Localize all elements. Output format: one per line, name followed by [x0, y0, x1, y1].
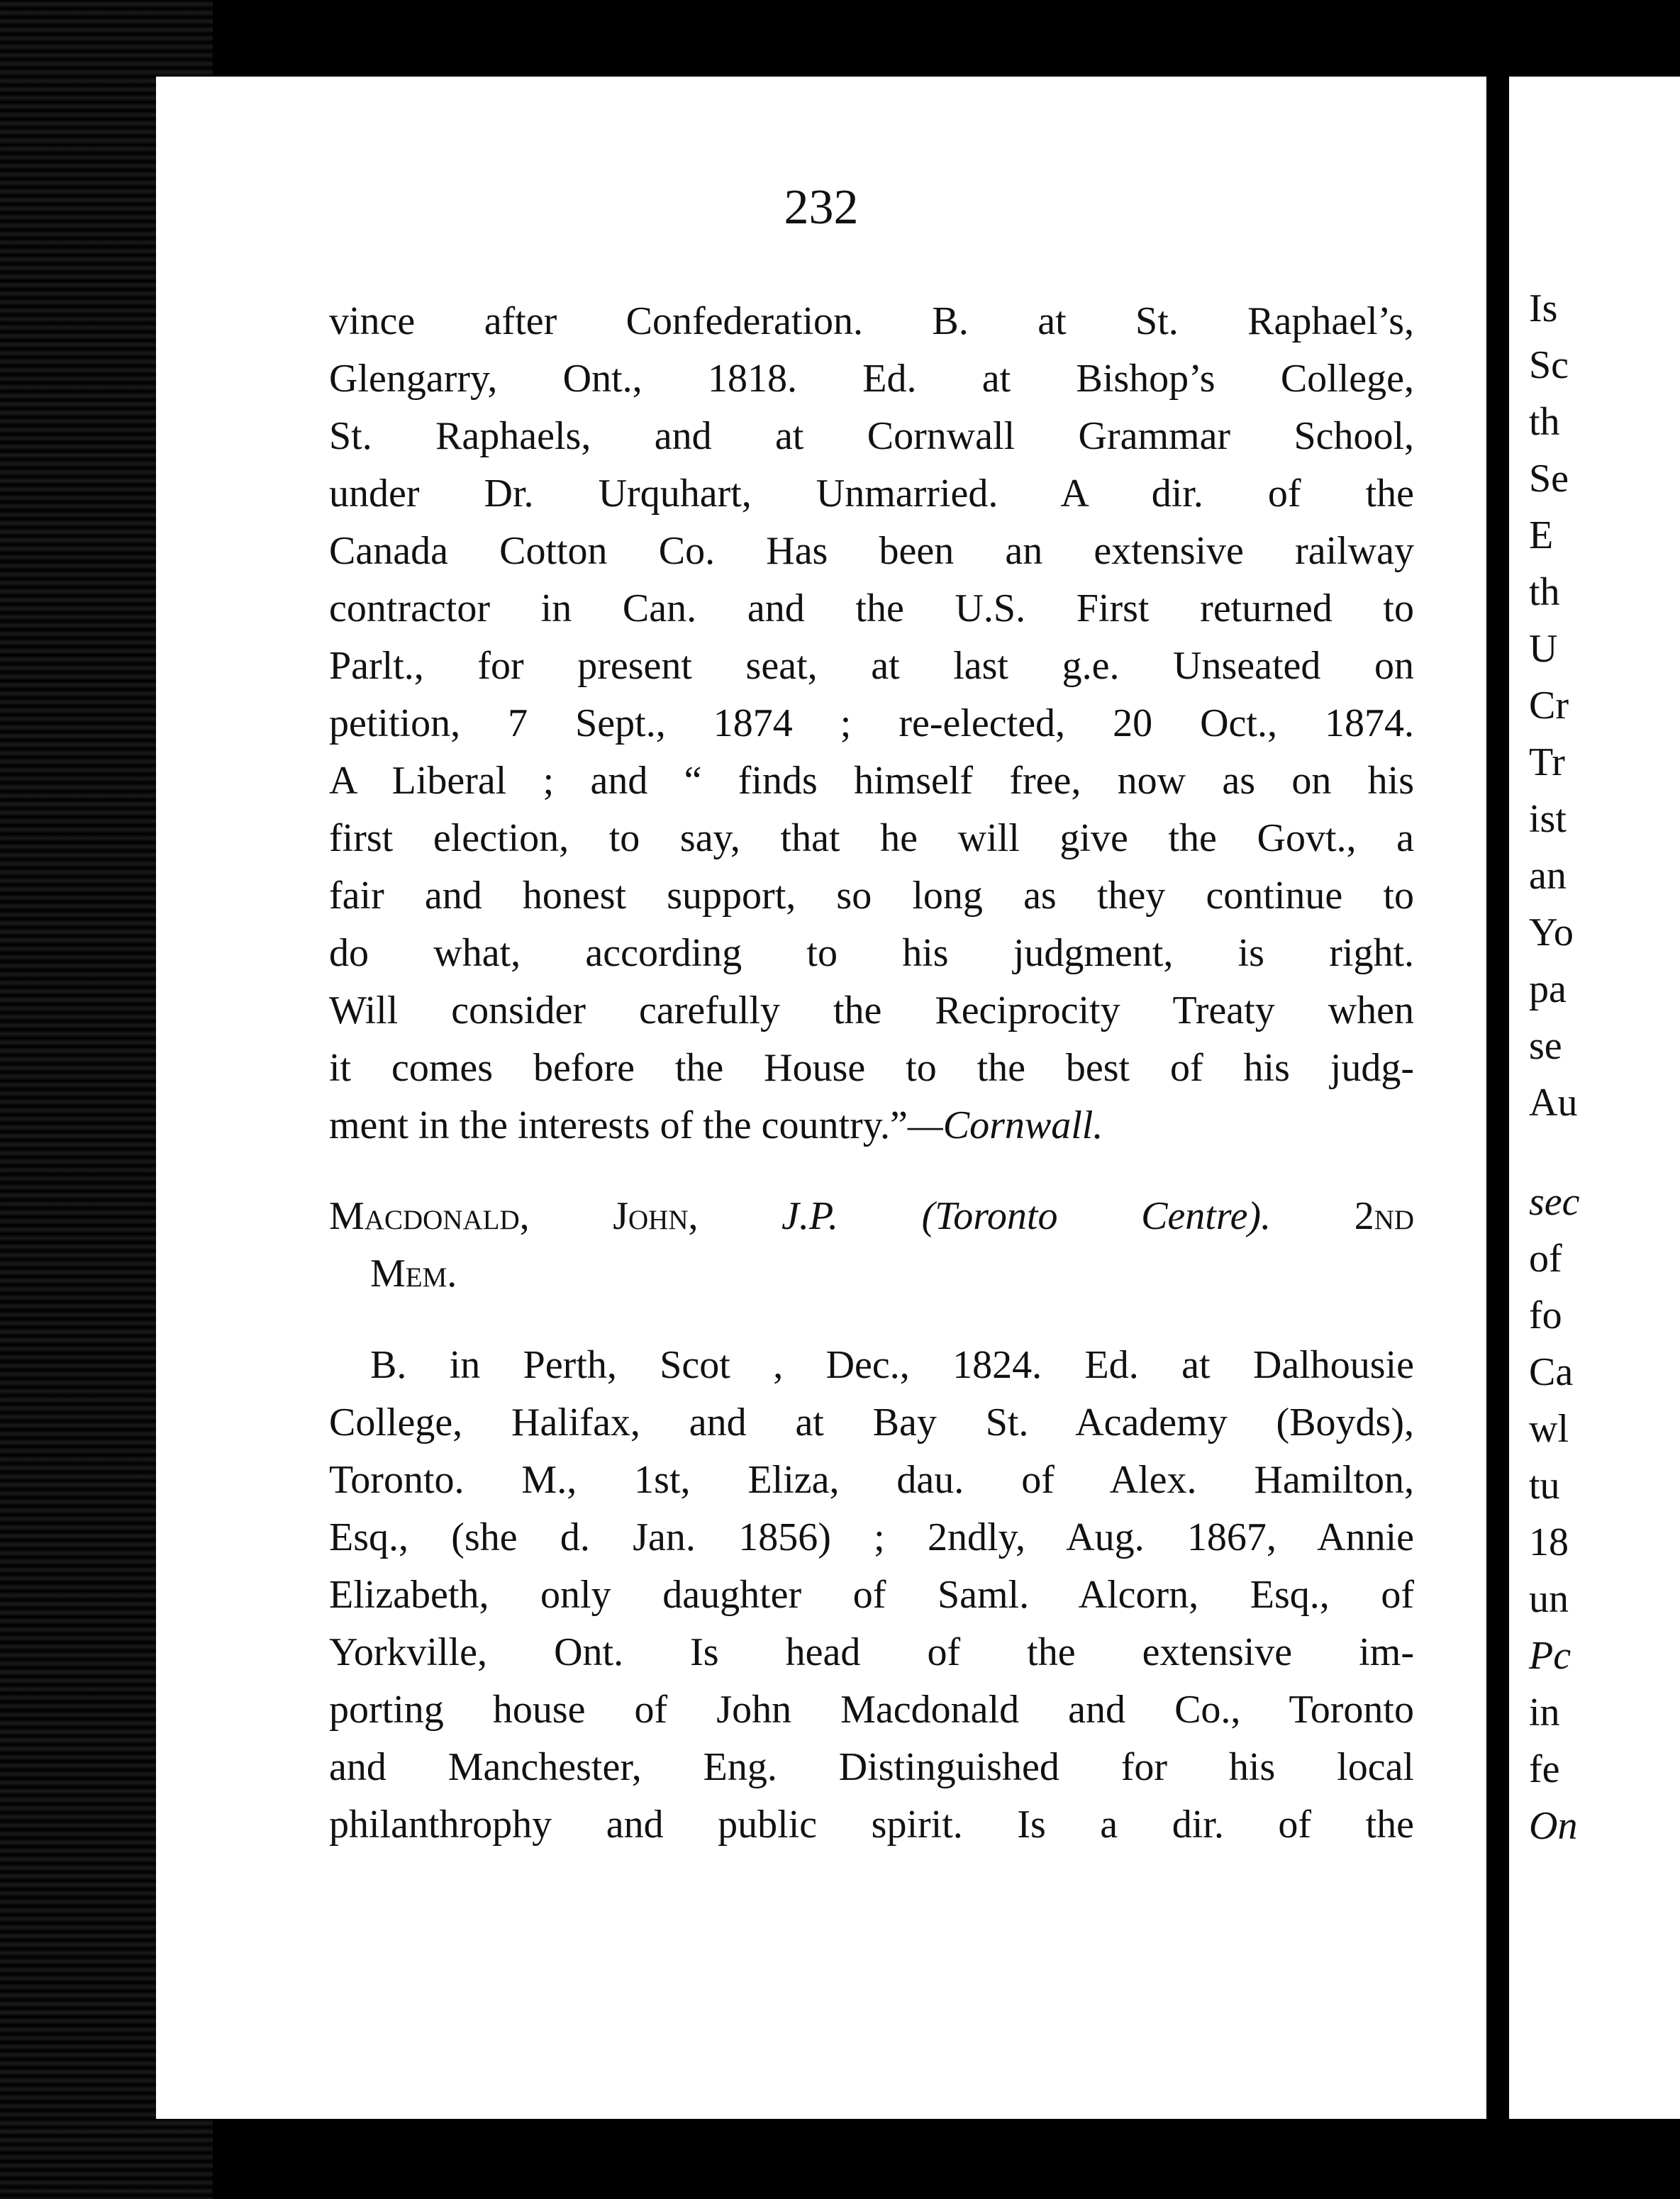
text-line: under Dr. Urquhart, Unmarried. A dir. of the — [329, 472, 1414, 516]
fragment-line: pa — [1529, 967, 1567, 1011]
text-line: fair and honest support, so long as they continue to — [329, 874, 1414, 918]
text-line: Yorkville, Ont. Is head of the extensive im- — [329, 1630, 1414, 1674]
fragment-line: ist — [1529, 797, 1567, 841]
adjacent-page-fragment — [1509, 77, 1680, 2119]
fragment-line: 18 — [1529, 1520, 1569, 1564]
fragment-line: in — [1529, 1691, 1560, 1735]
text-line: College, Halifax, and at Bay St. Academy (Boyds), — [329, 1401, 1414, 1444]
member-title: J.P. — [781, 1194, 838, 1238]
member-order: 2nd — [1354, 1194, 1415, 1238]
fragment-line: Ca — [1529, 1350, 1574, 1394]
entry-body — [329, 1337, 1414, 1854]
entry-heading — [329, 1188, 1414, 1303]
heading-line — [329, 1188, 1414, 1245]
fragment-line: fo — [1529, 1293, 1562, 1337]
text-line: and Manchester, Eng. Distinguished for his local — [329, 1745, 1414, 1789]
text-line: philanthrophy and public spirit. Is a dir. of the — [329, 1803, 1414, 1847]
fragment-line: U — [1529, 627, 1558, 671]
text-line: Canada Cotton Co. Has been an extensive railway — [329, 529, 1414, 573]
fragment-line: Is — [1529, 286, 1558, 330]
fragment-line: Cr — [1529, 684, 1569, 728]
fragment-line: wl — [1529, 1407, 1569, 1451]
book-page — [156, 77, 1486, 2119]
member-name: Macdonald, John, — [329, 1194, 699, 1238]
text-line: B. in Perth, Scot , Dec., 1824. Ed. at Dalhousie — [370, 1343, 1414, 1387]
text-line: Parlt., for present seat, at last g.e. Unseated on — [329, 644, 1414, 688]
text-line: porting house of John Macdonald and Co., Toronto — [329, 1688, 1414, 1732]
text-line: first election, to say, that he will give the Govt., a — [329, 816, 1414, 860]
fragment-line: tu — [1529, 1464, 1560, 1508]
fragment-line: fe — [1529, 1747, 1560, 1791]
fragment-line: E — [1529, 513, 1554, 557]
text-line-final — [329, 1097, 1414, 1154]
fragment-line: Tr — [1529, 740, 1565, 784]
fragment-line: an — [1529, 854, 1567, 898]
text-line: contractor in Can. and the U.S. First returned to — [329, 586, 1414, 630]
text-line: Elizabeth, only daughter of Saml. Alcorn, Esq., of — [329, 1573, 1414, 1617]
text-line: Will consider carefully the Reciprocity Treaty when — [329, 989, 1414, 1032]
page-number: 232 — [784, 180, 859, 235]
fragment-line: sec — [1529, 1180, 1580, 1224]
source-attribution: —Cornwall. — [907, 1103, 1103, 1147]
entry-continued — [329, 293, 1414, 1154]
text-line: it comes before the House to the best of his judg- — [329, 1046, 1414, 1090]
text-line: A Liberal ; and “ finds himself free, now as on his — [329, 759, 1414, 803]
fragment-line: of — [1529, 1237, 1562, 1281]
fragment-line: Yo — [1529, 911, 1574, 954]
fragment-line: Au — [1529, 1081, 1578, 1125]
fragment-line: th — [1529, 570, 1560, 614]
text-line: vince after Confederation. B. at St. Raphael’s, — [329, 299, 1414, 343]
fragment-line: Se — [1529, 457, 1569, 501]
text-line: petition, 7 Sept., 1874 ; re-elected, 20 Oct., 1874. — [329, 701, 1414, 745]
fragment-line: Sc — [1529, 343, 1569, 387]
fragment-line: un — [1529, 1577, 1569, 1621]
fragment-line: On — [1529, 1804, 1578, 1848]
fragment-line: se — [1529, 1024, 1562, 1068]
final-quote: ment in the interests of the country.” — [329, 1103, 908, 1147]
text-line: Toronto. M., 1st, Eliza, dau. of Alex. Hamilton, — [329, 1458, 1414, 1502]
text-line: do what, according to his judgment, is right. — [329, 931, 1414, 975]
fragment-line: Pc — [1529, 1634, 1571, 1678]
text-line: Esq., (she d. Jan. 1856) ; 2ndly, Aug. 1867, Annie — [329, 1515, 1414, 1559]
text-line: Glengarry, Ont., 1818. Ed. at Bishop’s College, — [329, 357, 1414, 401]
heading-line-2: Mem. — [370, 1252, 457, 1296]
constituency: (Toronto Centre). — [921, 1194, 1272, 1238]
text-line: St. Raphaels, and at Cornwall Grammar School, — [329, 414, 1414, 458]
fragment-line: th — [1529, 400, 1560, 444]
